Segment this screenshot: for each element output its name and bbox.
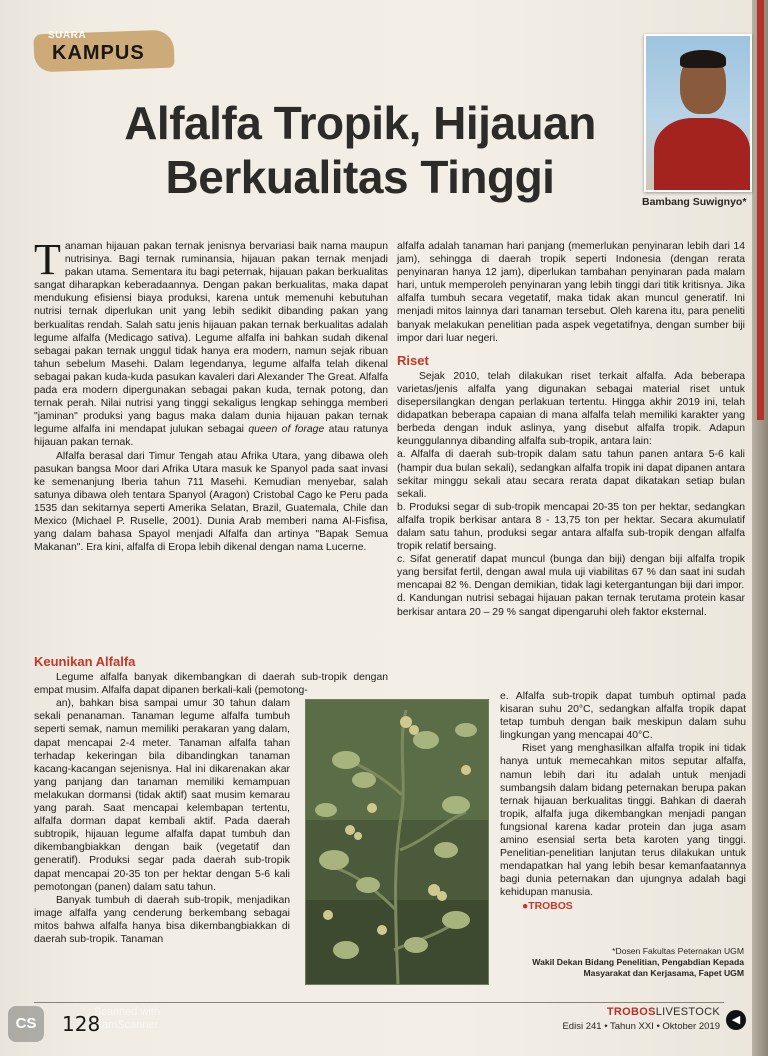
right-column <box>397 240 745 619</box>
unique-paragraph-narrow: an), bahkan bisa sampai umur 30 tahun dalam sekali penanaman. Tanaman legume alfalfa tumbuh seperti semak, namun memiliki perakaran yang dalam, dapat mencapai 2-4 meter. Tanaman alfalfa tahan terhadap kekeringan bila dibandingkan tanaman kacang-kacangan sejenisnya. Hal ini dikarenakan akar yang panjang dan tanaman memiliki kemampuan melakukan dormansi (tidak aktif) saat musim kemarau yang parah. Saat mencapai kelembapan tertentu, alfalfa dorman dapat kembali aktif. Pada daerah subtropik, hijauan legume alfalfa dapat tumbuh dan dikembangbiakkan dengan baik (vegetatif dan generatif). Produksi segar pada daerah sub-tropik dapat mencapai 20-35 ton per hektar dengan 5-6 kali pemotongan (panen) dalam satu tahun. <box>34 698 290 893</box>
author-photo <box>644 34 752 192</box>
scanner-watermark: Scanned with CamScanner <box>94 1006 161 1031</box>
heading-keunikan: Keunikan Alfalfa <box>34 654 136 669</box>
riset-intro: Sejak 2010, telah dilakukan riset terkait alfalfa. Ada beberapa varietas/jenis alfalfa yang digunakan sebagai material riset untuk disepersilangkan dengan perlakuan tertentu. Hingga akhir 2019 ini, telah didapatkan beberapa capaian di mana alfalfa telah memiliki karakter yang berbeda dengan induk aslinya, yang disebut alfalfa tropik. Adapun keunggulannya dibanding alfalfa sub-tropik, antara lain: <box>397 370 745 448</box>
title-line-2: Berkualitas Tinggi <box>165 151 555 203</box>
alfalfa-plant-image <box>306 700 489 985</box>
magazine-brand: TROBOSLIVESTOCK <box>606 1006 720 1018</box>
scanner-badge-icon: CS <box>8 1006 44 1042</box>
article-title <box>100 96 620 204</box>
drop-cap: T <box>34 235 61 284</box>
unique-paragraph-wide: Legume alfalfa banyak dikembangkan di daerah sub-tropik dengan empat musim. Alfalfa dapat dipanen berkali-kali (pemotong- <box>34 672 388 697</box>
point-d: d. Kandungan nutrisi sebagai hijauan pakan ternak terutama protein kasar berkisar antara 20 – 29 % sangat dipengaruhi oleh faktor eksternal. <box>397 593 745 618</box>
author-name: Bambang Suwignyo* <box>642 196 747 208</box>
page-number: 128 <box>62 1012 101 1036</box>
logo-suara: SUARA <box>48 30 87 41</box>
alfalfa-plant-photo <box>305 699 489 985</box>
footer-rule <box>34 1002 724 1003</box>
right-column-lower <box>500 690 746 913</box>
intro-paragraph: Tanaman hijauan pakan ternak jenisnya bervariasi baik nama maupun nutrisinya. Bagi ternak ruminansia, hijauan pakan ternak menjadi pakan utama. Sementara itu bagi peternak, hijauan pakan berkualitas sangat diharapkan keberadaannya. Dengan pakan berkualitas, maka dapat mendukung efisiensi biaya produksi, karena untuk memenuhi kebutuhan nutrisi ternak diperlukan unit yang lebih sedikit dibanding pakan yang berkualitas rendah. Salah satu jenis hijauan pakan ternak berkualitas adalah legume alfalfa (Medicago sativa). Legume alfalfa ini bahkan sudah dikenal sebagai pakan ternak unggul tidak hanya era modern, namun sejak ribuan tahun sebelum Masehi. Dalam legendanya, legume alfalfa telah dikenal sebagai pakan kuda-kuda pasukan kavaleri dari Alexander The Great. Alfalfa pada era modern dipergunakan sebagai pakan kuda, ternak potong, dan ternak perah. Nilai nutrisi yang tinggi sekaligus lengkap sehingga memberi "jaminan" produksi yang bagus maka dalam dunia hijauan pakan ternak legume alfalfa ini mendapat julukan sebagai queen of forage atau ratunya hijauan pakan ternak. <box>34 235 388 449</box>
long-day-paragraph: alfalfa adalah tanaman hari panjang (memerlukan penyinaran lebih dari 14 jam), sehingga di daerah tropik seperti Indonesia (dengan rerata penyinaran hanya 12 jam), diperlukan tambahan penyinaran pada malam hari, untuk memperoleh penyinaran yang lebih tinggi dari titik kritisnya. Jika alfalfa tumbuh secara vegetatif, maka tidak akan muncul generatif. Ini menjadi mitos lainnya dari tanaman tersebut. Oleh karena itu, para peneliti banyak melakukan penelitian pada aspek vegetatifnya, dengan sumber biji impor dari luar negeri. <box>397 241 745 344</box>
queen-of-forage: queen of forage <box>248 424 325 436</box>
edition-info: Edisi 241 • Tahun XXI • Oktober 2019 <box>562 1021 720 1032</box>
title-line-1: Alfalfa Tropik, Hijauan <box>124 97 596 149</box>
section-logo <box>34 28 174 74</box>
point-a: a. Alfalfa di daerah sub-tropik dalam satu tahun panen antara 5-6 kali (hampir dua bulan sekali), sedangkan alfalfa tropik ini dapat dipanen antara sekitar minggu sekali atau secara rerata dapat dikatakan setiap bulan sekali. <box>397 449 745 500</box>
origin-paragraph: Alfalfa berasal dari Timur Tengah atau Afrika Utara, yang dibawa oleh pasukan bangsa Moor dari Afrika Utara masuk ke Spanyol pada saat invasi ke semenanjung Iberia tahun 711 Masehi. Kemudian menyebar, salah satunya dibawa oleh tentara Spanyol (Aragon) Cristobal Cago ke Peru pada 1535 dan sekitarnya seperti Amerika Selatan, Brazil, Guatemala, Chile dan Mexico (Michael P. Ruselle, 2001). Dunia Arab memberi nama Al-Fisfisa, yang dalam bahasa Spayol menjadi Alfalfa dan artinya "Bapak Semua Makanan". Era kini, alfalfa di Eropa lebih dikenal dengan nama Lucerne. <box>34 450 388 554</box>
left-column <box>34 235 388 554</box>
point-b: b. Produksi segar di sub-tropik mencapai 20-35 ton per hektar, sedangkan alfalfa tropik berkisar antara 8 - 13,75 ton per hektar. Secara akumulatif dalam satu tahun, produksi segar antara alfalfa sub-tropik dengan alfalfa tropik relatif bersaing. <box>397 501 745 553</box>
point-c: c. Sifat generatif dapat muncul (bunga dan biji) dengan biji alfalfa tropik yang bersifat fertil, dengan awal mula uji viabilitas 67 % dan saat ini sudah mencapai 82 %. Dengan demikian, tidak lagi ketergantungan biji dari impor. <box>397 554 745 592</box>
previous-page-arrow-icon[interactable]: ◀ <box>726 1010 746 1030</box>
author-footnote: *Dosen Fakultas Peternakan UGM Wakil Dekan Bidang Penelitian, Pengabdian Kepada Masyarakat dan Kerjasama, Fapet UGM <box>532 946 744 978</box>
heading-riset: Riset <box>397 352 429 368</box>
end-mark: ●TROBOS <box>522 900 573 912</box>
point-e: e. Alfalfa sub-tropik dapat tumbuh optimal pada kisaran suhu 20°C, sedangkan alfalfa tropik dapat tetap tumbuh dengan baik meskipun dalam suhu lingkungan yang mencapai 40°C. <box>500 691 746 742</box>
logo-kampus: KAMPUS <box>52 42 145 64</box>
closing-paragraph: Riset yang menghasilkan alfalfa tropik ini tidak hanya untuk memecahkan mitos seputar alfalfa, namun lebih dari itu adalah untuk menjadi sumbangsih dalam bidang peternakan berupa pakan ternak hijauan berkualitas tinggi. Bahkan di daerah tropik, alfalfa juga dikembangkan menjadi pangan fungsional karena kadar protein dan juga asam amino esensial serta beta karoten yang tinggi. Penelitian-penelitian lanjutan terus dilakukan untuk mendapatkan hal yang lebih besar kemanfaatannya bagi dunia peternakan dan ujungnya adalah bagi kehidupan manusia. <box>500 743 746 899</box>
subtropic-paragraph: Banyak tumbuh di daerah sub-tropik, menjadikan image alfalfa yang cenderung berkembang sebagai mitos bahwa alfalfa hanya bisa dikembangbiakkan di daerah sub-tropik. Tanaman <box>34 894 290 945</box>
